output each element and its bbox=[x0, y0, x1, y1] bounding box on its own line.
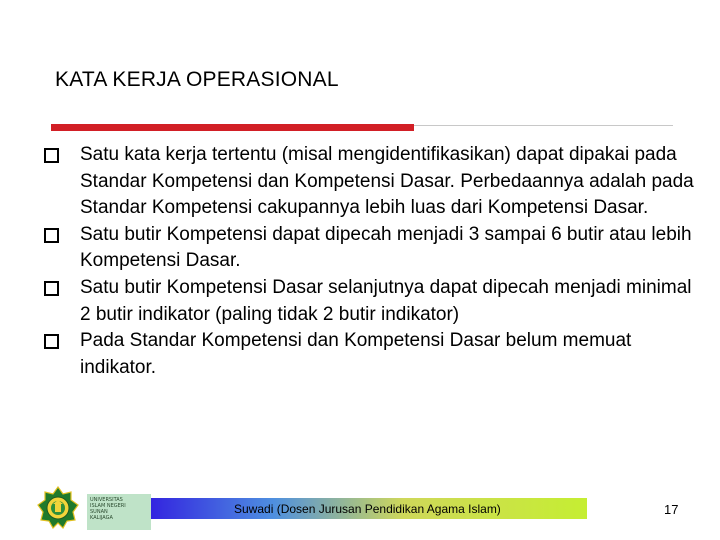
square-bullet-icon bbox=[44, 334, 59, 349]
footer-author: Suwadi (Dosen Jurusan Pendidikan Agama Islam) bbox=[234, 502, 501, 516]
bullet-list bbox=[44, 142, 704, 381]
university-seal-icon bbox=[37, 486, 79, 530]
square-bullet-icon bbox=[44, 228, 59, 243]
bullet-text: Satu butir Kompetensi Dasar selanjutnya dapat dipecah menjadi minimal 2 butir indikator (paling tidak 2 butir indikator) bbox=[80, 276, 692, 325]
bullet-item bbox=[44, 222, 704, 275]
title-underline-bar bbox=[51, 124, 414, 131]
bullet-item bbox=[44, 328, 704, 381]
page-number: 17 bbox=[664, 502, 679, 517]
logo-caption: UNIVERSITAS ISLAM NEGERI SUNAN KALIJAGA bbox=[90, 497, 126, 521]
title-rule-line bbox=[414, 125, 673, 126]
bullet-item bbox=[44, 142, 704, 222]
bullet-text: Satu butir Kompetensi dapat dipecah menjadi 3 sampai 6 butir atau lebih Kompetensi Dasar. bbox=[80, 223, 692, 272]
bullet-text: Satu kata kerja tertentu (misal mengidentifikasikan) dapat dipakai pada Standar Kompetensi dan Kompetensi Dasar. Perbedaannya adalah pada Standar Kompetensi cakupannya lebih luas dari Kompetensi Dasar. bbox=[80, 144, 694, 219]
slide-title: KATA KERJA OPERASIONAL bbox=[55, 68, 339, 91]
bullet-item bbox=[44, 275, 704, 328]
logo-caption-band bbox=[87, 494, 151, 530]
square-bullet-icon bbox=[44, 148, 59, 163]
square-bullet-icon bbox=[44, 281, 59, 296]
bullet-text: Pada Standar Kompetensi dan Kompetensi Dasar belum memuat indikator. bbox=[80, 330, 632, 378]
